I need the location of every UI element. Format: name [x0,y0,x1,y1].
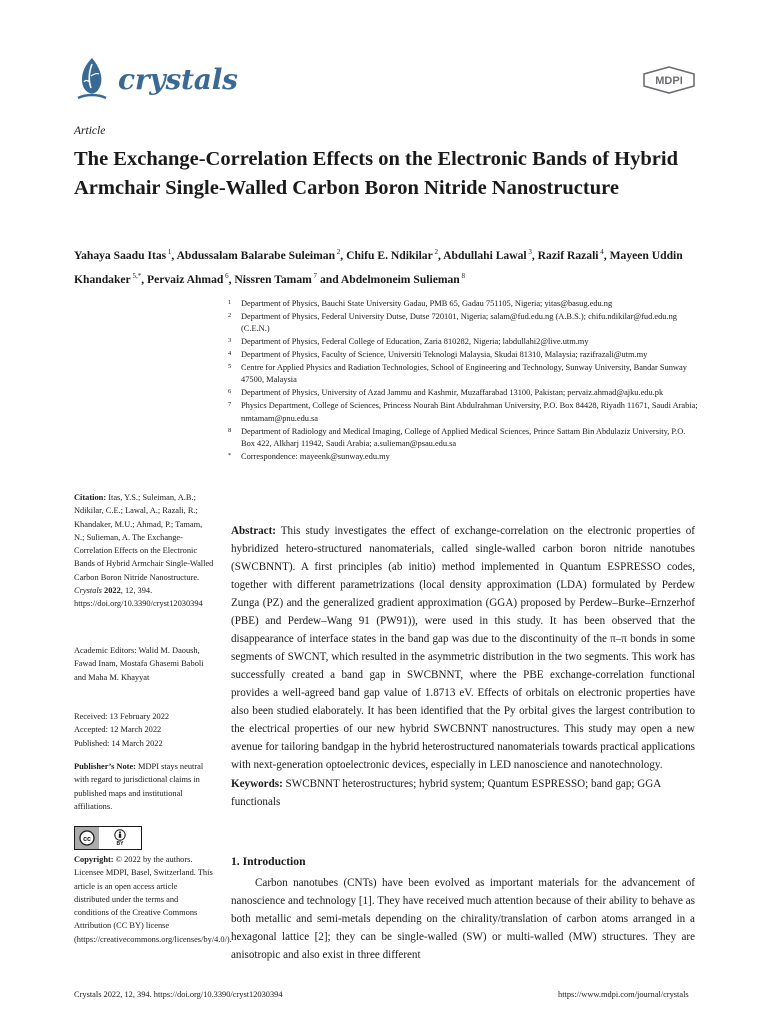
article-type: Article [74,125,106,137]
author-affiliation-marker: 2 [335,248,341,256]
author-affiliation-marker: 4 [598,248,604,256]
author-affiliation-marker: 2 [432,248,438,256]
author-affiliation-marker: 1 [166,248,172,256]
affiliation-number: 3 [228,337,232,345]
affiliation-text: Department of Physics, University of Azad Jammu and Kashmir, Muzaffarabad 13100, Pakistan; pervaiz.ahmad@ajku.edu.pk [241,388,664,398]
affiliation-item [228,451,698,463]
academic-editors: Academic Editors: Walid M. Daoush, Fawad Inam, Mostafa Ghasemi Baboli and Maha M. Khayyat [74,646,204,682]
abstract-label: Abstract: [231,525,276,537]
attribution-icon [114,829,126,841]
affiliation-text: Department of Physics, Faculty of Science, Universiti Teknologi Malaysia, Skudai 81310, Malaysia; razifrazali@utm.my [241,350,648,360]
author-list [74,242,724,290]
author-affiliation-marker: 3 [526,248,532,256]
publisher-note-label: Publisher’s Note: [74,762,136,771]
author-affiliation-marker: 5,* [130,271,142,280]
affiliation-list [228,298,698,464]
cc-icon [75,827,99,849]
copyright-block [74,853,232,946]
citation-rest[interactable]: , 12, 394. https://doi.org/10.3390/cryst12030394 [74,586,203,609]
author-separator: and [317,272,341,286]
author-name[interactable]: Abdussalam Balarabe Suleiman [176,248,336,262]
copyright-text: © 2022 by the authors. Licensee MDPI, Basel, Switzerland. This article is an open access article distributed under the terms and conditions of the Creative Commons Attribution (CC BY) license (https://creativecommons.org/licenses/by/4.0/). [74,855,232,944]
author-name[interactable]: Abdullahi Lawal [443,248,527,262]
affiliation-item [228,349,698,361]
keywords-label: Keywords: [231,778,283,790]
copyright-label: Copyright: [74,855,114,864]
keywords-text: SWCBNNT heterostructures; hybrid system; Quantum ESPRESSO; band gap; GGA functionals [231,778,661,808]
journal-name: crystals [118,62,238,96]
citation-label: Citation: [74,493,107,502]
citation-year: 2022 [104,586,121,596]
affiliation-number: 7 [228,401,232,409]
affiliation-number: 6 [228,388,232,396]
citation-text: Itas, Y.S.; Suleiman, A.B.; Ndikilar, C.E.; Lawal, A.; Razali, R.; Khandaker, M.U.; Ahmad, P.; Tamam, N.; Sulieman, A. The Exchange-Correlation Effects on the Electronic Bands of Hybrid Armchair Single-Walled Carbon Boron Nitride Nanostructure. [74,493,214,582]
affiliation-number: 4 [228,350,232,358]
author-separator: , [141,272,147,286]
affiliation-item [228,400,698,425]
affiliation-text: Physics Department, College of Sciences, Princess Nourah Bint Abdulrahman University, P.O. Box 84428, Riyadh 11671, Saudi Arabia; nmtamam@pnu.edu.sa [241,401,698,423]
affiliation-number: * [228,451,232,459]
section-heading: 1. Introduction [231,855,306,868]
affiliation-item [228,387,698,399]
author-affiliation-marker: 6 [223,271,229,280]
author-name[interactable]: Abdelmoneim Sulieman [340,272,460,286]
citation-journal: Crystals [74,586,102,596]
author-affiliation-marker: 7 [311,271,318,280]
affiliation-number: 5 [228,363,232,371]
affiliation-number: 8 [228,426,232,434]
author-name[interactable]: Razif Razali [537,248,599,262]
author-name[interactable]: Pervaiz Ahmad [147,272,224,286]
affiliation-text: Department of Physics, Federal College of Education, Zaria 810282, Nigeria; labdullahi2@live.utm.my [241,337,589,347]
cc-by-license-icon[interactable] [74,826,142,850]
date-published: Published: 14 March 2022 [74,738,163,748]
affiliation-text: Department of Physics, Federal University Dutse, Dutse 720101, Nigeria; salam@fud.edu.ng (A.B.S.); chifu.ndikilar@fud.edu.ng (C.E.N.) [241,311,677,334]
affiliation-text: Centre for Applied Physics and Radiation Technologies, School of Engineering and Technology, Sunway University, Bandar Sunway 47500, Malaysia [241,363,687,385]
affiliation-number: 2 [228,311,232,319]
journal-logo [72,56,238,102]
affiliation-text: Department of Radiology and Medical Imaging, College of Applied Medical Sciences, Prince Sattam Bin Abdulaziz University, P.O. Box 422, Alkharj 11942, Saudi Arabia; a.sulieman@psau.edu.sa [241,426,686,448]
author-name[interactable]: Mayeen Uddin Khandaker [74,248,683,286]
affiliation-text: Correspondence: mayeenk@sunway.edu.my [241,451,390,461]
keywords [231,775,695,811]
author-affiliation-marker: 8 [459,271,466,280]
publisher-name: MDPI [655,75,683,87]
affiliation-item [228,298,698,310]
crystals-logo-icon [72,56,112,102]
license-by-label: BY [116,841,124,847]
author-separator: , [438,248,444,262]
svg-text:cc: cc [83,836,91,843]
publisher-note-text: MDPI stays neutral with regard to jurisdictional claims in published maps and institutional affiliations. [74,762,204,811]
date-accepted: Accepted: 12 March 2022 [74,725,162,735]
abstract [231,522,695,774]
author-separator: , [531,248,538,262]
author-separator: , [171,248,177,262]
affiliation-number: 1 [228,299,232,306]
publisher-note [74,760,214,813]
author-name[interactable]: Chifu E. Ndikilar [346,248,433,262]
affiliation-item [228,426,698,451]
author-separator: , [228,272,235,286]
footer-url[interactable]: https://www.mdpi.com/journal/crystals [558,990,689,999]
author-name[interactable]: Nissren Tamam [234,272,312,286]
abstract-text: This study investigates the effect of exchange-correlation on the electronic properties of hybridized hetero-structured nanomaterials, called single-walled carbon boron nitride nanotubes (SWCBNNT). A first principles (ab initio) method implemented in Quantum ESPRESSO codes, together with different parametrizations (local density approximation (LDA) formulated by Perdew Zunga (PZ) and the generalized gradient approximation (GGA) proposed by Perdew–Burke–Ernzerhof (PBE) and Perdew–Wang 91 (PW91)), were used in this study. It has been observed that the disappearance of interface states in the band gap was due to the discontinuity of the π–π bonds in some segments of SWCNT, which resulted in the asymmetric distribution in the two segments. This work has successfully created a band gap in SWCBNNT, where the PBE exchange-correlation functional provides a well-agreed band gap value of 1.8713 eV. Effects of orbitals on electronic properties have also been studied elaborately. It has been identified that the Py orbital gives the largest contribution to the electrical properties of our new hybrid SWCBNNT nanostructures. This study may open a new avenue for tailoring bandgap in the hybrid heterostructured nanomaterials towards practical applications with next-generation optoelectronic devices, especially in LED nanoscience and nanotechnology. [231,525,695,771]
article-title: The Exchange-Correlation Effects on the Electronic Bands of Hybrid Armchair Single-Walled Carbon Boron Nitride Nanostructure [74,148,678,199]
affiliation-text: Department of Physics, Bauchi State University Gadau, PMB 65, Gadau 751105, Nigeria; yitas@basug.edu.ng [241,299,613,308]
affiliation-item [228,336,698,348]
affiliation-item [228,311,698,336]
citation-block [74,491,214,611]
dates-block [74,710,214,750]
author-name[interactable]: Yahaya Saadu Itas [74,248,167,262]
mdpi-logo-icon [640,66,698,94]
author-separator: , [340,248,347,262]
author-separator: , [603,248,610,262]
footer-citation[interactable]: Crystals 2022, 12, 394. https://doi.org/10.3390/cryst12030394 [74,990,283,999]
introduction-text: Carbon nanotubes (CNTs) have been evolved as important materials for the advancement of nanoscience and technology [1]. They have received much attention because of their ability to behave as both metallic and semi-metals depending on the chirality/translation of carbon atoms arranged in a hexagonal lattice [2]; they can be single-walled (SW) or multi-walled (MW) structures. They are anisotropic and also exist in three different [231,877,695,961]
affiliation-item [228,362,698,387]
date-received: Received: 13 February 2022 [74,712,170,721]
